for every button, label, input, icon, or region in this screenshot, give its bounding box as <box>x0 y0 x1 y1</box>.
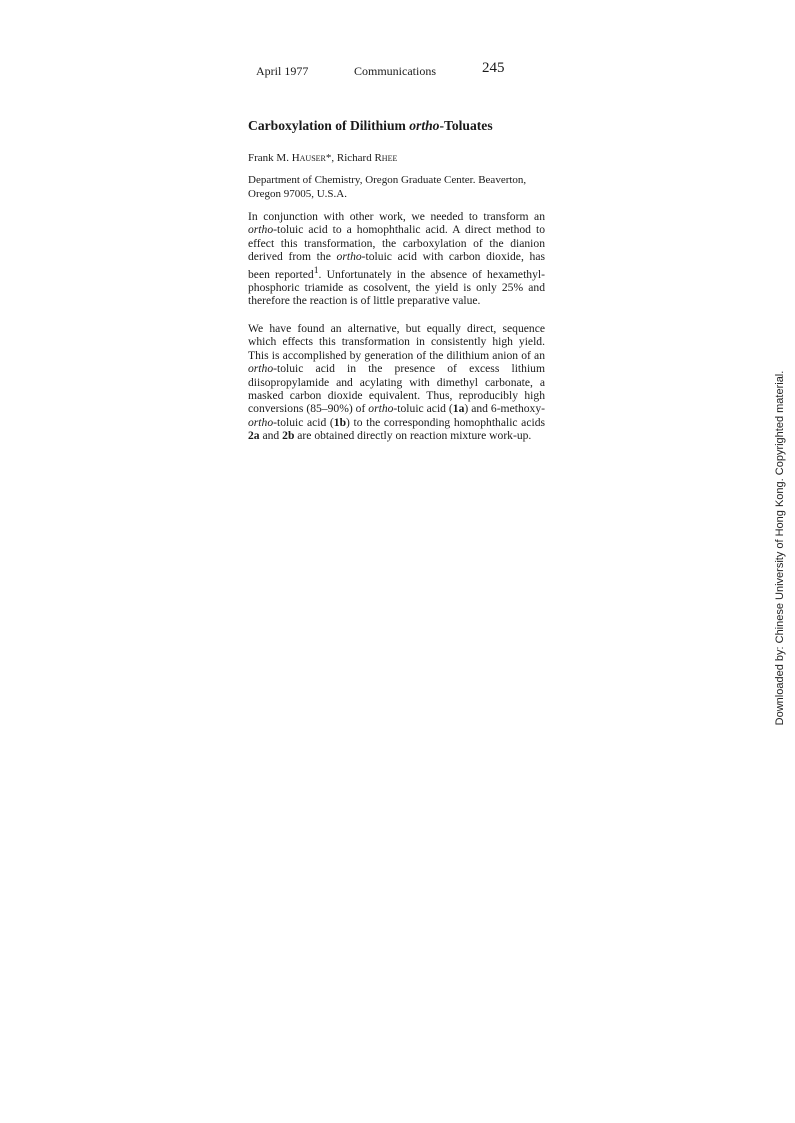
reference-marker: 1 <box>313 264 319 276</box>
author-surname: Hauser <box>291 152 326 164</box>
issue-date: April 1977 <box>256 64 309 78</box>
compound-label: 1a <box>452 402 465 416</box>
page-number: 245 <box>482 60 505 76</box>
article-title: Carboxylation of Dilithium ortho-Toluates <box>248 118 493 133</box>
compound-label: 2a <box>248 429 260 443</box>
affiliation: Department of Chemistry, Oregon Graduate Center. Beaverton, Oregon 97005, U.S.A. <box>248 174 527 200</box>
paragraph-1: In conjunction with other work, we needed to transform an ortho-toluic acid to a homophthalic acid. A direct method to effect this transformation, the carboxylation of the dianion derived from the ortho-toluic acid with carbon dioxide, has been reported$^1$. Unfortunately in the absence of hexamethyl-phosphoric triamide as cosolvent, the yield is only 25% and therefore the reaction is of little preparative value. <box>248 210 545 308</box>
download-watermark: Downloaded by: Chinese University of Hong Kong. Copyrighted material. <box>774 370 786 726</box>
compound-label: 2b <box>282 429 295 443</box>
running-header <box>256 60 546 80</box>
paragraph-2: We have found an alternative, but equally direct, sequence which effects this transformation in consistently high yield. This is accomplished by generation of the dilithium anion of an ortho-toluic acid in the presence of excess lithium diisopropylamide and acylating with dimethyl carbonate, a masked carbon dioxide equivalent. Thus, reproducibly high conversions (85–90%) of ortho-toluic acid (1a) and 6-methoxy-ortho-toluic acid (1b) to the corresponding homophthalic acids 2a and 2b are obtained directly on reaction mixture work-up. <box>248 322 546 443</box>
section-name: Communications <box>354 64 436 78</box>
author-line: Frank M. Hauser*, Richard Rhee <box>248 152 398 164</box>
compound-label: 1b <box>333 415 347 429</box>
author-surname: Rhee <box>374 152 398 164</box>
